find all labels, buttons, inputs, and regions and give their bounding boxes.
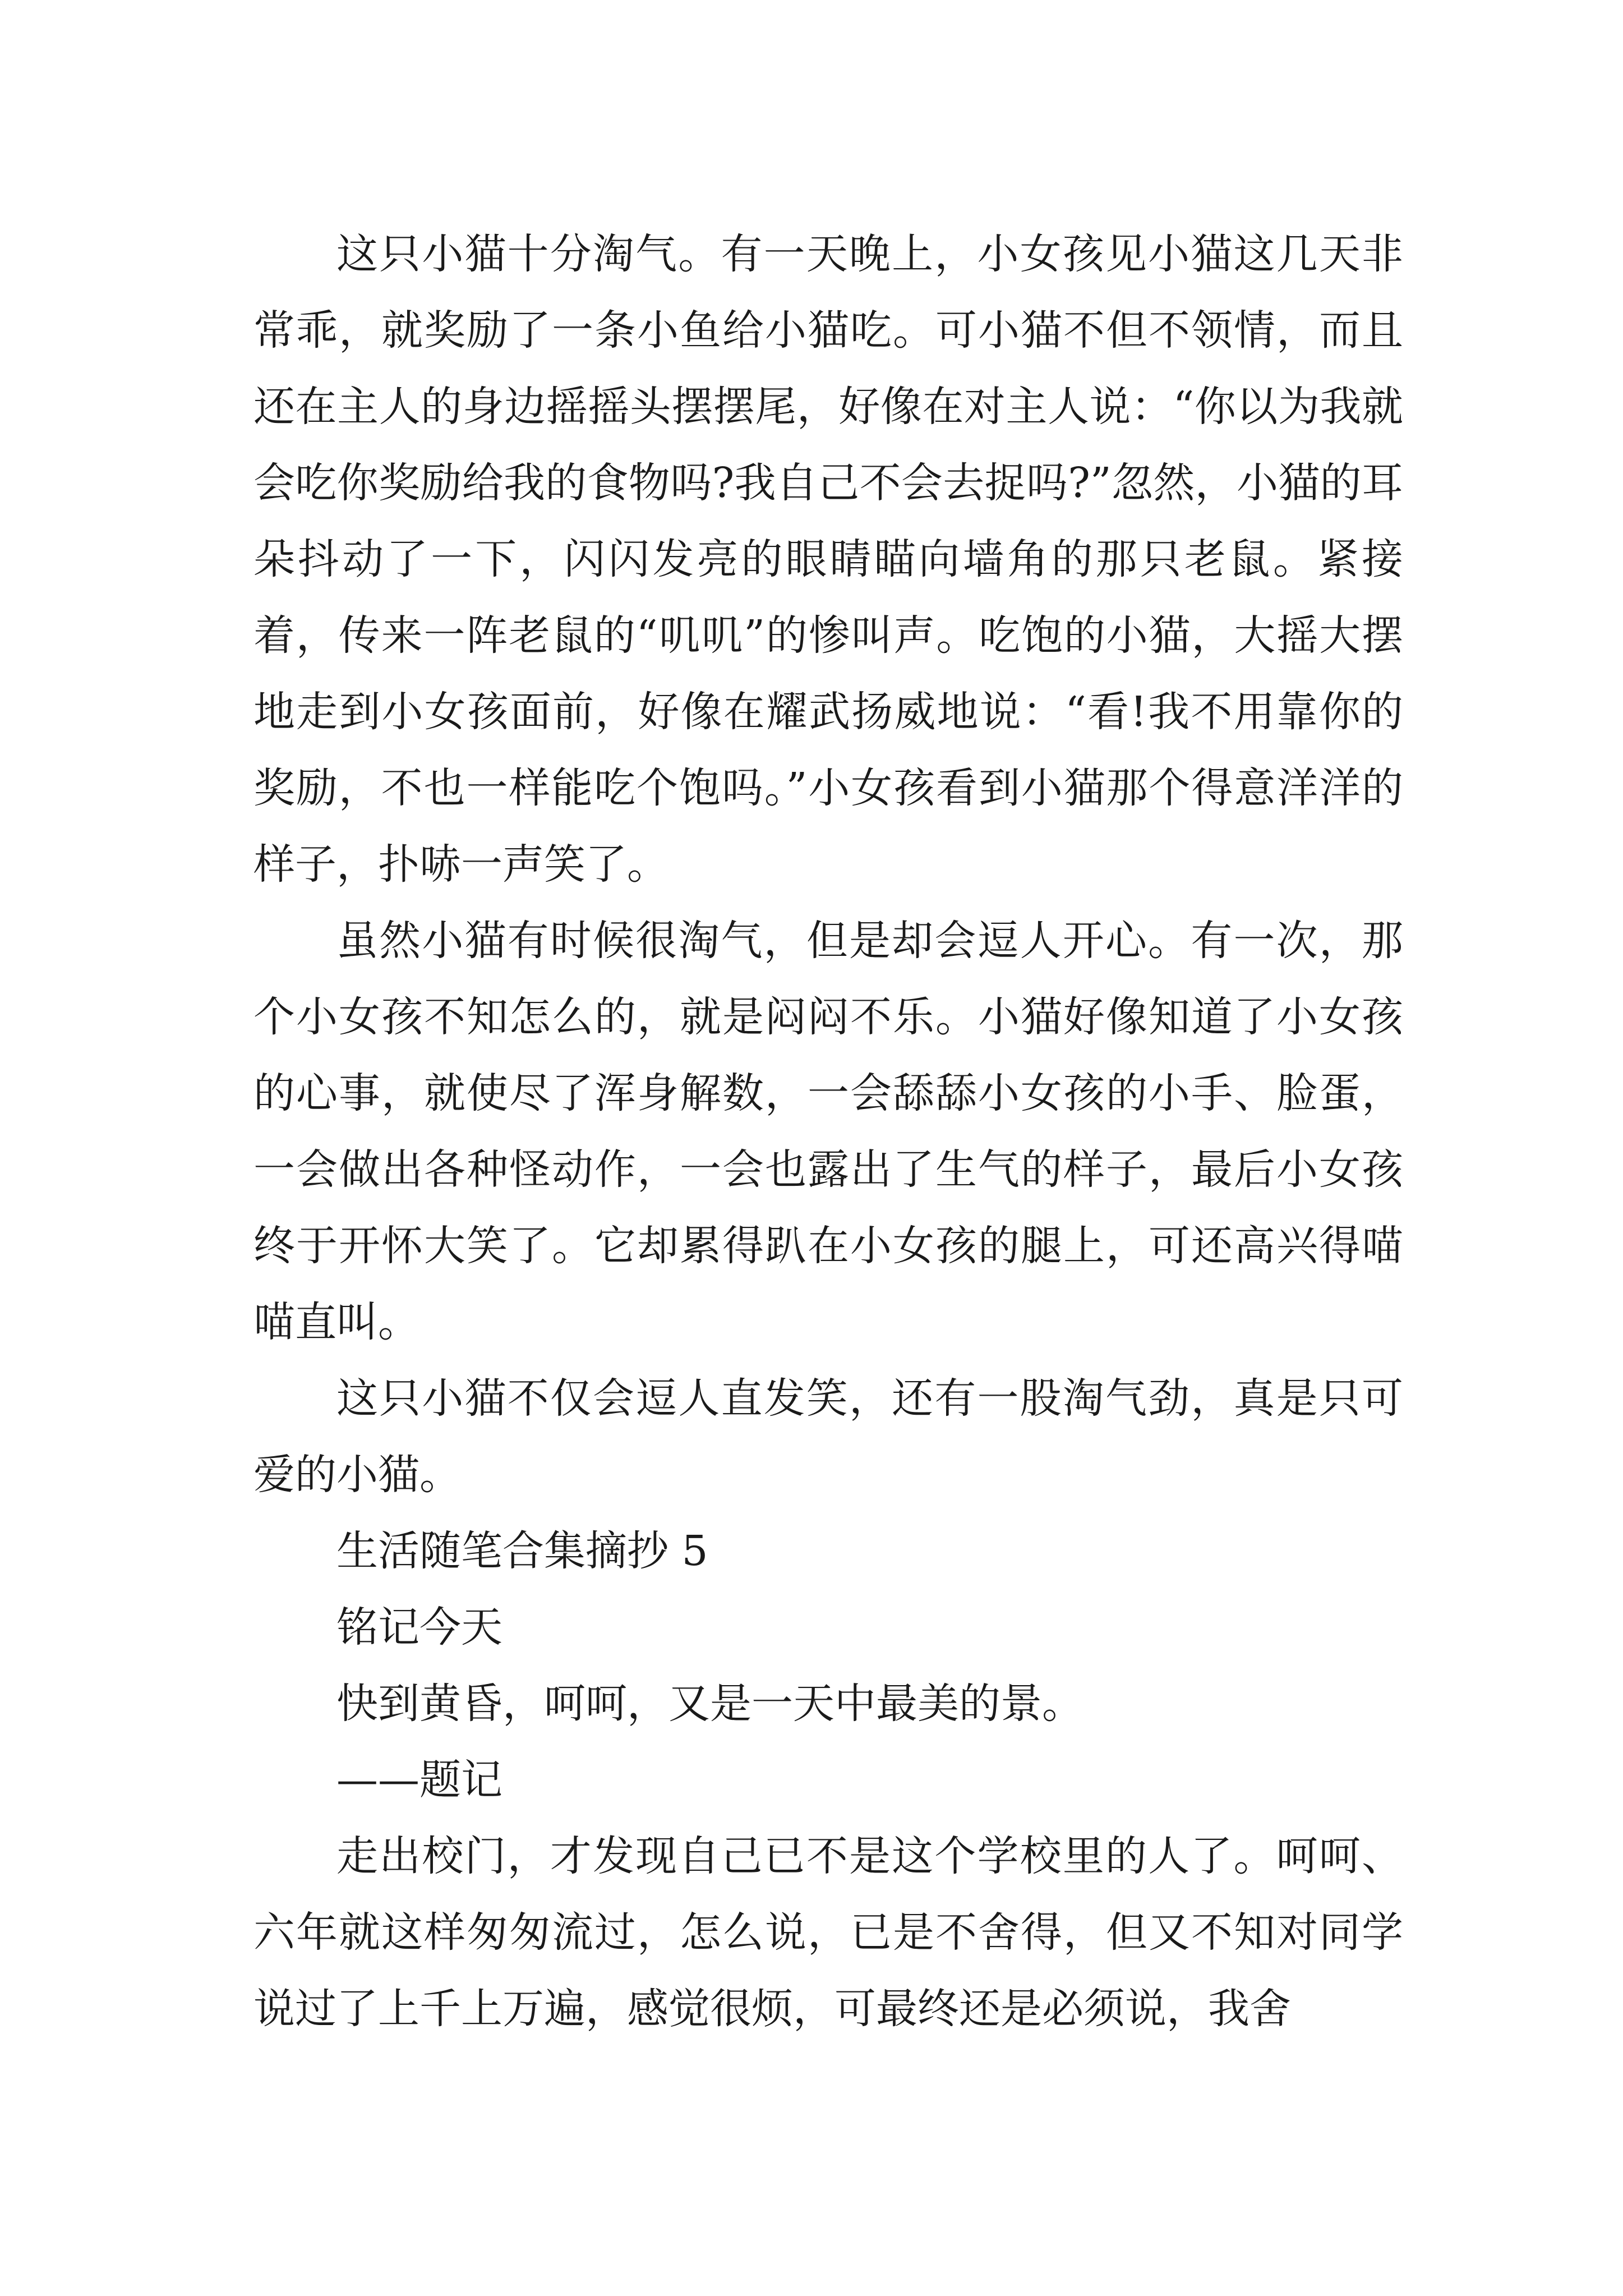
- epigraph: 快到黄昏，呵呵，又是一天中最美的景。: [336, 1680, 1083, 1728]
- closing-paragraph: 走出校门，才发现自己已不是这个学校里的人了。呵呵、六年就这样匆匆流过，怎么说，已是不舍得，但又不知对同学说过了上千上万遍，感觉很烦，可最终还是必须说，我舍: [253, 1832, 1403, 2033]
- essay-title: 铭记今天: [336, 1603, 502, 1651]
- paragraph-2: 虽然小猫有时候很淘气，但是却会逗人开心。有一次，那个小女孩不知怎么的，就是闷闷不乐。小猫好像知道了小女孩的心事，就使尽了浑身解数，一会舔舔小女孩的小手、脸蛋，一会做出各种怪动作，一会也露出了生气的样子，最后小女孩终于开怀大笑了。它却累得趴在小女孩的腿上，可还高兴得喵喵直叫。: [253, 917, 1403, 1346]
- epigraph-source: ——题记: [336, 1756, 502, 1804]
- paragraph-1: 这只小猫十分淘气。有一天晚上，小女孩见小猫这几天非常乖，就奖励了一条小鱼给小猫吃。可小猫不但不领情，而且还在主人的身边摇摇头摆摆尾，好像在对主人说：“你以为我就会吃你奖励给我的食物吗?我自己不会去捉吗?”忽然，小猫的耳朵抖动了一下，闪闪发亮的眼睛瞄向墙角的那只老鼠。紧接着，传来一阵老鼠的“叽叽”的惨叫声。吃饱的小猫，大摇大摆地走到小女孩面前，好像在耀武扬威地说：“看!我不用靠你的奖励，不也一样能吃个饱吗。”小女孩看到小猫那个得意洋洋的样子，扑哧一声笑了。: [253, 230, 1403, 889]
- section-title: 生活随笔合集摘抄 5: [336, 1527, 708, 1575]
- document-body: [253, 216, 1403, 2047]
- paragraph-3: 这只小猫不仅会逗人直发笑，还有一股淘气劲，真是只可爱的小猫。: [253, 1374, 1403, 1499]
